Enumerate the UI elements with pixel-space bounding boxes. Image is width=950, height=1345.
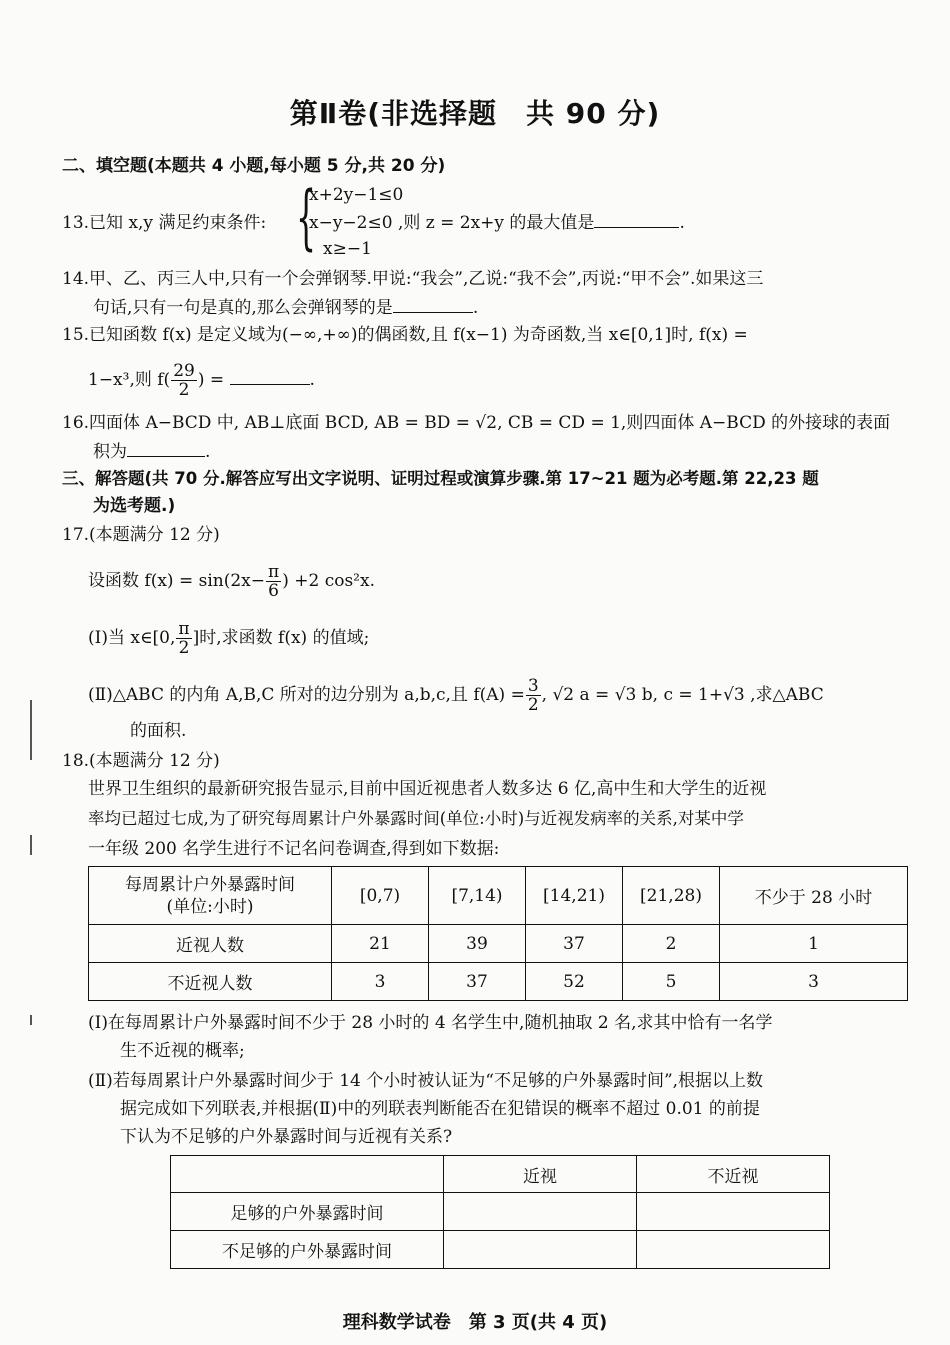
q16-line-1: 16.四面体 A−BCD 中, AB⊥底面 BCD, AB = BD = √2, CB = CD = 1,则四面体 A−BCD 的外接球的表面: [62, 413, 891, 433]
table-cell: 39: [429, 925, 526, 963]
row-label: 足够的户外暴露时间: [171, 1193, 444, 1231]
column-header: 不近视: [637, 1156, 830, 1193]
table-cell: 3: [720, 963, 908, 1001]
row-label: 不近视人数: [89, 963, 332, 1001]
table-cell: 3: [332, 963, 429, 1001]
q18-part-1-line-2: 生不近视的概率;: [120, 1041, 245, 1061]
interval-header: [0,7): [332, 867, 429, 925]
q16-line-2: 积为 .: [93, 442, 211, 462]
table-row: [89, 925, 908, 963]
brace-icon: {: [296, 176, 317, 258]
q18-part-2-line-3: 下认为不足够的户外暴露时间与近视有关系?: [120, 1127, 453, 1147]
q17-label: 17.(本题满分 12 分): [62, 525, 220, 545]
q13-constraint-1: x+2y−1≤0: [309, 185, 404, 205]
answer-blank: [594, 211, 679, 228]
page-footer: 理科数学试卷 第 3 页(共 4 页): [342, 1312, 608, 1333]
answer-cell: [444, 1231, 637, 1269]
scan-edge-mark: [30, 835, 32, 855]
fraction: $\frac{\pi}{6}$: [268, 562, 280, 601]
table-cell: 5: [623, 963, 720, 1001]
answer-blank: [127, 440, 205, 457]
q18-label: 18.(本题满分 12 分): [62, 751, 220, 771]
section-3-heading-cont: 为选考题.): [93, 496, 176, 516]
q18-text-2: 率均已超过七成,为了研究每周累计户外暴露时间(单位:小时)与近视发病率的关系,对某中学: [88, 809, 744, 828]
table-cell: 37: [526, 925, 623, 963]
fraction: $\frac{3}{2}$: [527, 676, 539, 715]
q18-part-2-line-2: 据完成如下列联表,并根据(Ⅱ)中的列联表判断能否在犯错误的概率不超过 0.01 的前提: [120, 1099, 760, 1119]
q13-constraint-2: x−y−2≤0 ,则 z = 2x+y 的最大值是 .: [309, 213, 685, 233]
column-header: 近视: [444, 1156, 637, 1193]
q17-part-1: (Ⅰ)当 x∈[0, $\frac{\pi}{2}$ ]时,求函数 f(x) 的值域;: [88, 619, 370, 658]
table-row: [89, 963, 908, 1001]
table-row: [171, 1193, 830, 1231]
table-cell: 37: [429, 963, 526, 1001]
q13-constraint-3: x≥−1: [323, 239, 372, 259]
table-cell: 52: [526, 963, 623, 1001]
table-cell: 21: [332, 925, 429, 963]
answer-cell: [444, 1193, 637, 1231]
section-3-heading: 三、解答题(共 70 分.解答应写出文字说明、证明过程或演算步骤.第 17~21 题为必考题.第 22,23 题: [62, 469, 819, 488]
q15-line-1: 15.已知函数 f(x) 是定义域为(−∞,+∞)的偶函数,且 f(x−1) 为奇函数,当 x∈[0,1]时, f(x) =: [62, 325, 748, 345]
interval-header: 不少于 28 小时: [720, 867, 908, 925]
table-header-label: 每周累计户外暴露时间 (单位:小时): [89, 867, 332, 925]
scan-edge-mark: [30, 1015, 32, 1025]
interval-header: [21,28): [623, 867, 720, 925]
page-title: 第Ⅱ卷(非选择题 共 90 分): [289, 97, 661, 130]
interval-header: [14,21): [526, 867, 623, 925]
q18-text-1: 世界卫生组织的最新研究报告显示,目前中国近视患者人数多达 6 亿,高中生和大学生的近视: [88, 779, 767, 799]
row-label: 近视人数: [89, 925, 332, 963]
table-row: [171, 1231, 830, 1269]
q18-text-3: 一年级 200 名学生进行不记名问卷调查,得到如下数据:: [88, 839, 500, 859]
q14-line-1: 14.甲、乙、丙三人中,只有一个会弹钢琴.甲说:“我会”,乙说:“我不会”,丙说:“甲不会”.如果这三: [62, 269, 764, 289]
answer-cell: [637, 1231, 830, 1269]
q18-part-2-line-1: (Ⅱ)若每周累计户外暴露时间少于 14 个小时被认证为“不足够的户外暴露时间”,根据以上数: [88, 1071, 764, 1091]
exposure-data-table: [88, 866, 908, 1001]
contingency-table: [170, 1155, 830, 1269]
fraction: $\frac{\pi}{2}$: [178, 619, 190, 658]
table-cell: 2: [623, 925, 720, 963]
interval-header: [7,14): [429, 867, 526, 925]
table-header-row: [89, 867, 908, 925]
q18-part-1-line-1: (Ⅰ)在每周累计户外暴露时间不少于 28 小时的 4 名学生中,随机抽取 2 名,求其中恰有一名学: [88, 1013, 773, 1033]
table-header-row: [171, 1156, 830, 1193]
fraction: $\frac{29}{2}$: [173, 361, 195, 400]
q14-line-2: 句话,只有一句是真的,那么会弹钢琴的是 .: [93, 298, 479, 318]
q13-lead: 13.已知 x,y 满足约束条件:: [62, 213, 267, 233]
answer-cell: [637, 1193, 830, 1231]
answer-blank: [393, 296, 473, 313]
section-2-heading: 二、填空题(本题共 4 小题,每小题 5 分,共 20 分): [62, 156, 446, 176]
q17-part-2: (Ⅱ)△ABC 的内角 A,B,C 所对的边分别为 a,b,c,且 f(A) = $\frac{3}{2}$ , √2 a = √3 b, c = 1+√3 ,求△ABC: [88, 676, 824, 715]
q15-line-2: 1−x³,则 f( $\frac{29}{2}$ ) = .: [88, 361, 315, 400]
table-cell: 1: [720, 925, 908, 963]
empty-header-cell: [171, 1156, 444, 1193]
row-label: 不足够的户外暴露时间: [171, 1231, 444, 1269]
scan-edge-mark: [30, 700, 32, 760]
q17-definition: 设函数 f(x) = sin(2x− $\frac{\pi}{6}$ ) +2 cos²x.: [88, 562, 375, 601]
q17-part-2-cont: 的面积.: [130, 721, 187, 741]
answer-blank: [230, 368, 310, 385]
